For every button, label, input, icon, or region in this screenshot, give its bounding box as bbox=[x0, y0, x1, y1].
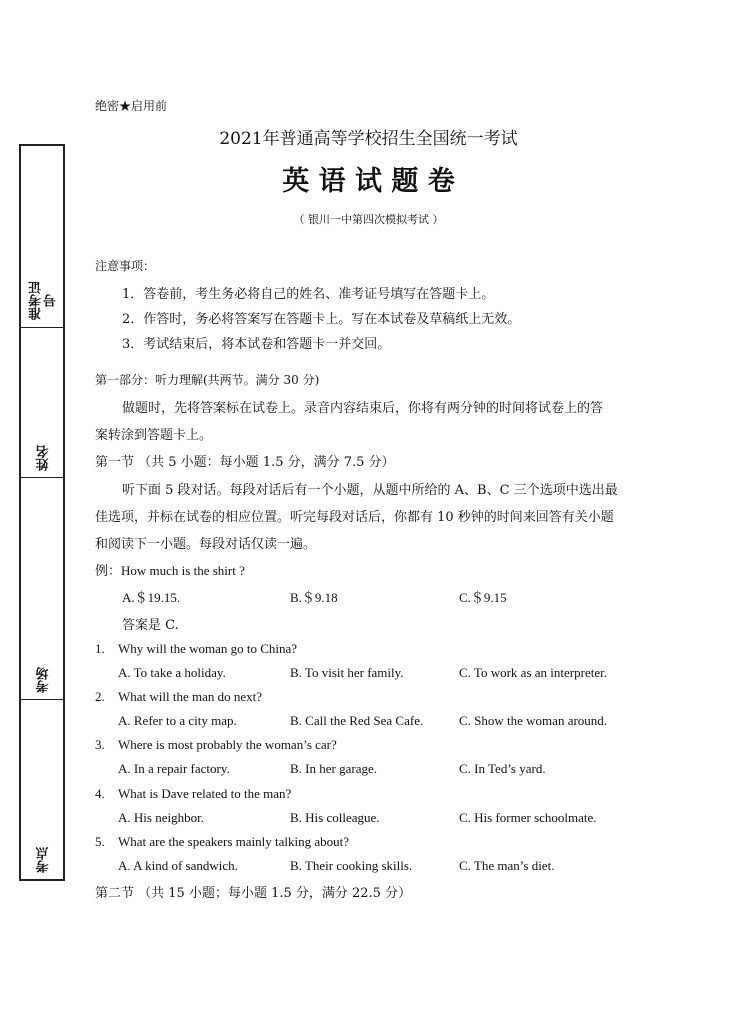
question-text: What are the speakers mainly talking about? bbox=[118, 834, 350, 849]
option-c: C. The man’s diet. bbox=[459, 858, 555, 873]
part1-instruction-line-2: 案转涂到答题卡上。 bbox=[95, 428, 213, 443]
notice-item-3: 3．考试结束后，将本试卷和答题卡一并交回。 bbox=[122, 337, 391, 352]
question-number: 3. bbox=[95, 737, 105, 752]
option-c: C. In Ted’s yard. bbox=[459, 761, 546, 776]
option-b: B. In her garage. bbox=[290, 761, 377, 776]
section2-heading: 第二节 （共 15 小题；每小题 1.5 分，满分 22.5 分） bbox=[95, 886, 412, 901]
binding-strip bbox=[19, 144, 65, 881]
question-number: 4. bbox=[95, 786, 105, 801]
example-row bbox=[95, 560, 245, 579]
name-cell bbox=[21, 328, 63, 478]
option-c: C. His former schoolmate. bbox=[459, 810, 597, 825]
option-c: C. Show the woman around. bbox=[459, 713, 608, 728]
option-a: A. To take a holiday. bbox=[118, 665, 226, 680]
question-number: 5. bbox=[95, 834, 105, 849]
name-label: 姓名 bbox=[36, 445, 52, 471]
question-text: What will the man do next? bbox=[118, 689, 263, 704]
exam-room-cell bbox=[21, 478, 63, 700]
question-number: 1. bbox=[95, 641, 105, 656]
notice-heading: 注意事项： bbox=[95, 259, 156, 273]
example-answer: 答案是 C. bbox=[122, 618, 179, 633]
option-a: A. A kind of sandwich. bbox=[118, 858, 238, 873]
option-c: C. To work as an interpreter. bbox=[459, 665, 607, 680]
question-text: Where is most probably the woman’s car? bbox=[118, 737, 337, 752]
example-option-a: A.＄19.15. bbox=[122, 590, 181, 605]
question-number: 2. bbox=[95, 689, 105, 704]
option-a: A. Refer to a city map. bbox=[118, 713, 237, 728]
option-b: B. To visit her family. bbox=[290, 665, 404, 680]
option-a: A. His neighbor. bbox=[118, 810, 204, 825]
question-text: What is Dave related to the man? bbox=[118, 786, 292, 801]
notice-item-2: 2．作答时，务必将答案写在答题卡上。写在本试卷及草稿纸上无效。 bbox=[122, 312, 521, 327]
option-a: A. In a repair factory. bbox=[118, 761, 230, 776]
option-b: B. His colleague. bbox=[290, 810, 380, 825]
exam-title: 2021年普通高等学校招生全国统一考试 bbox=[219, 129, 518, 149]
exam-subtitle: （ 银川一中第四次模拟考试 ） bbox=[293, 213, 444, 226]
exam-number-label: 准考证号 bbox=[29, 281, 59, 321]
part1-heading: 第一部分：听力理解(共两节。满分 30 分) bbox=[95, 373, 320, 387]
section1-instruction-line-2: 佳选项，并标在试卷的相应位置。听完每段对话后，你都有 10 秒钟的时间来回答有关小题 bbox=[95, 510, 614, 525]
option-b: B. Call the Red Sea Cafe. bbox=[290, 713, 424, 728]
example-label: 例： bbox=[95, 564, 122, 579]
exam-site-label: 考点 bbox=[36, 847, 52, 873]
paper-title: 英 语 试 题 卷 bbox=[282, 166, 455, 197]
notice-item-1: 1．答卷前，考生务必将自己的姓名、准考证号填写在答题卡上。 bbox=[122, 287, 495, 302]
section1-instruction-line-3: 和阅读下一小题。每段对话仅读一遍。 bbox=[95, 537, 317, 552]
exam-site-cell bbox=[21, 700, 63, 879]
part1-instruction-line-1: 做题时，先将答案标在试卷上。录音内容结束后，你将有两分钟的时间将试卷上的答 bbox=[122, 401, 604, 416]
example-option-c: C.＄9.15 bbox=[459, 590, 507, 605]
section1-instruction-line-1: 听下面 5 段对话。每段对话后有一个小题，从题中所给的 A、B、C 三个选项中选出最 bbox=[122, 483, 618, 498]
example-question: How much is the shirt ? bbox=[121, 563, 245, 578]
exam-room-label: 考场 bbox=[36, 667, 52, 693]
option-b: B. Their cooking skills. bbox=[290, 858, 413, 873]
example-option-b: B.＄9.18 bbox=[290, 590, 338, 605]
section1-heading: 第一节 （共 5 小题：每小题 1.5 分，满分 7.5 分） bbox=[95, 455, 395, 470]
question-text: Why will the woman go to China? bbox=[118, 641, 298, 656]
confidential-mark: 绝密★启用前 bbox=[95, 99, 168, 113]
